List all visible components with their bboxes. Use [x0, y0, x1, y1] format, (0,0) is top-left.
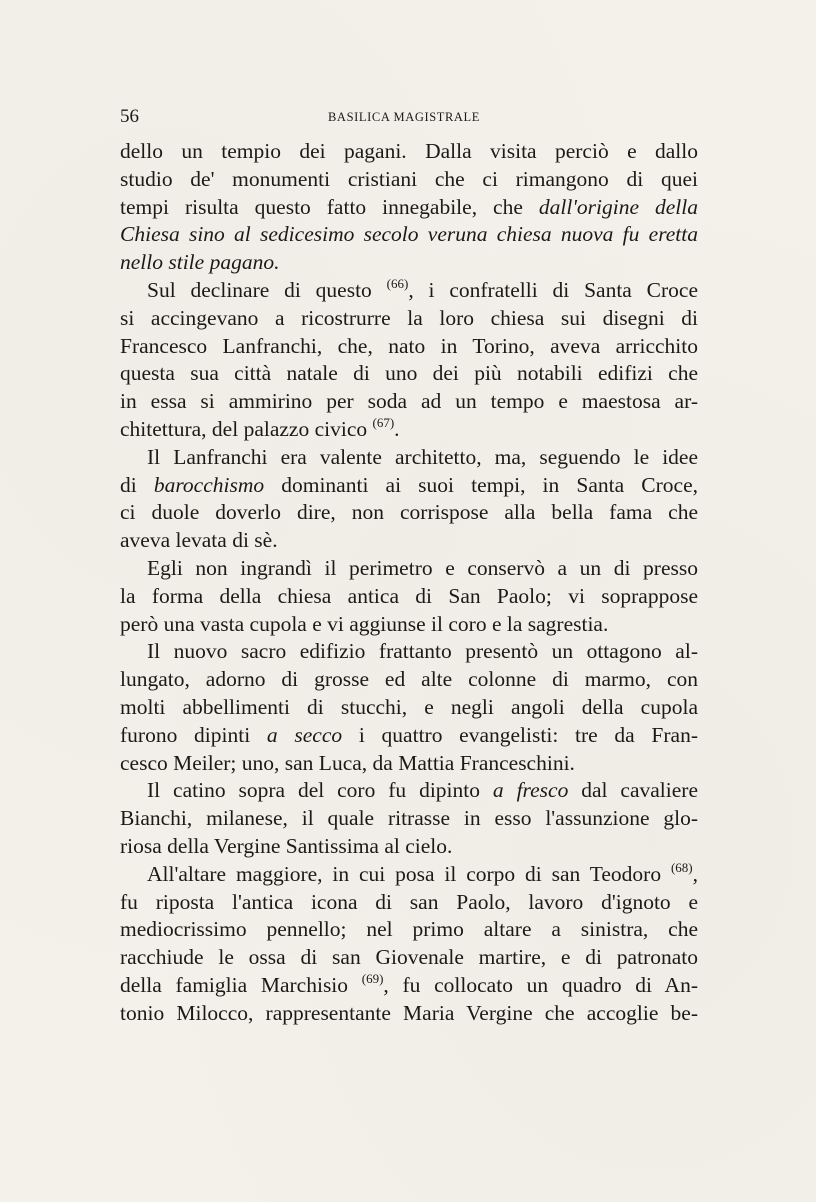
- text-segment: racchiude le ossa di san Giovenale martire, e di patronato: [120, 945, 698, 970]
- italic-text: a secco: [266, 722, 343, 747]
- text-line: [120, 194, 698, 222]
- text-segment: si accingevano a ricostrurre la loro chiesa sui disegni di: [120, 305, 698, 330]
- text-line: [120, 750, 698, 778]
- text-line: [120, 1000, 698, 1028]
- text-line: [120, 221, 698, 249]
- text-segment: dello un tempio dei pagani. Dalla visita perciò e dallo: [120, 139, 698, 163]
- text-segment: questa sua città natale di uno dei più notabili edifizi che: [120, 361, 698, 386]
- text-line: [120, 666, 698, 694]
- text-line: [120, 916, 698, 944]
- page-number: 56: [120, 106, 139, 127]
- footnote-ref: (66): [386, 275, 409, 291]
- text-line: [120, 416, 698, 444]
- text-segment: Il Lanfranchi era valente architetto, ma, seguendo le idee: [147, 444, 698, 469]
- italic-text: nello stile pagano.: [120, 250, 280, 275]
- text-segment: , fu collocato un quadro di An-: [383, 972, 698, 997]
- text-line: [120, 638, 698, 666]
- text-line: [120, 694, 698, 722]
- text-line: [120, 333, 698, 361]
- text-segment: dal cavaliere: [568, 778, 698, 803]
- text-segment: ci duole doverlo dire, non corrispose alla bella fama che: [120, 500, 698, 525]
- text-segment: , i confratelli di Santa Croce: [408, 277, 699, 302]
- text-line: [120, 777, 698, 805]
- text-segment: cesco Meiler; uno, san Luca, da Mattia Franceschini.: [120, 750, 575, 775]
- text-line: [120, 611, 698, 639]
- text-line: [120, 249, 698, 277]
- text-segment: All'altare maggiore, in cui posa il corpo di san Teodoro: [147, 861, 671, 886]
- text-segment: i quattro evangelisti: tre da Fran-: [342, 722, 698, 747]
- text-segment: dominanti ai suoi tempi, in Santa Croce,: [264, 472, 698, 497]
- italic-text: Chiesa sino al sedicesimo secolo veruna chiesa nuova fu eretta: [120, 222, 698, 247]
- text-line: [120, 499, 698, 527]
- text-segment: della famiglia Marchisio: [120, 972, 362, 997]
- text-segment: mediocrissimo pennello; nel primo altare a sinistra, che: [120, 917, 698, 942]
- text-segment: Il nuovo sacro edifizio frattanto presentò un ottagono al-: [147, 639, 698, 664]
- text-line: [120, 388, 698, 416]
- text-segment: tempi risulta questo fatto innegabile, che: [120, 194, 539, 219]
- italic-text: dall'origine della: [538, 194, 698, 219]
- running-title: BASILICA MAGISTRALE: [328, 110, 481, 124]
- text-segment: di: [120, 472, 154, 497]
- text-segment: aveva levata di sè.: [120, 528, 278, 553]
- text-segment: chitettura, del palazzo civico: [120, 416, 373, 441]
- text-segment: la forma della chiesa antica di San Paolo; vi soprappose: [120, 583, 698, 608]
- text-line: [120, 889, 698, 917]
- text-segment: .: [394, 416, 400, 441]
- text-line: [120, 305, 698, 333]
- body-text: [120, 138, 698, 1028]
- text-line: [120, 166, 698, 194]
- text-line: [120, 444, 698, 472]
- text-line: [120, 944, 698, 972]
- italic-text: a fresco: [492, 778, 569, 803]
- text-segment: riosa della Vergine Santissima al cielo.: [120, 833, 453, 858]
- text-segment: furono dipinti: [120, 722, 267, 747]
- text-line: [120, 555, 698, 583]
- text-segment: molti abbellimenti di stucchi, e negli angoli della cupola: [120, 694, 698, 719]
- text-line: [120, 722, 698, 750]
- text-line: [120, 472, 698, 500]
- text-segment: Sul declinare di questo: [147, 277, 387, 302]
- text-segment: Egli non ingrandì il perimetro e conservò a un di presso: [147, 555, 698, 580]
- text-line: [120, 360, 698, 388]
- footnote-ref: (69): [361, 970, 384, 986]
- text-line: [120, 277, 698, 305]
- page-header: [120, 106, 698, 130]
- text-line: [120, 833, 698, 861]
- footnote-ref: (68): [670, 859, 693, 875]
- text-segment: lungato, adorno di grosse ed alte colonne di marmo, con: [120, 667, 698, 692]
- text-segment: però una vasta cupola e vi aggiunse il coro e la sagrestia.: [120, 611, 609, 636]
- text-segment: fu riposta l'antica icona di san Paolo, lavoro d'ignoto e: [120, 889, 698, 914]
- text-segment: Bianchi, milanese, il quale ritrasse in esso l'assunzione glo-: [120, 806, 698, 831]
- footnote-ref: (67): [372, 414, 395, 430]
- italic-text: barocchismo: [153, 472, 265, 497]
- text-segment: studio de' monumenti cristiani che ci rimangono di quei: [120, 166, 698, 191]
- text-line: [120, 527, 698, 555]
- text-line: [120, 972, 698, 1000]
- text-line: [120, 861, 698, 889]
- text-segment: ,: [692, 861, 698, 886]
- text-line: [120, 805, 698, 833]
- text-segment: Francesco Lanfranchi, che, nato in Torino, aveva arricchito: [120, 333, 698, 358]
- text-segment: tonio Milocco, rappresentante Maria Vergine che accoglie be-: [120, 1000, 698, 1025]
- text-line: [120, 583, 698, 611]
- text-segment: in essa si ammirino per soda ad un tempo e maestosa ar-: [120, 389, 698, 414]
- text-line: [120, 138, 698, 166]
- text-segment: Il catino sopra del coro fu dipinto: [147, 778, 493, 803]
